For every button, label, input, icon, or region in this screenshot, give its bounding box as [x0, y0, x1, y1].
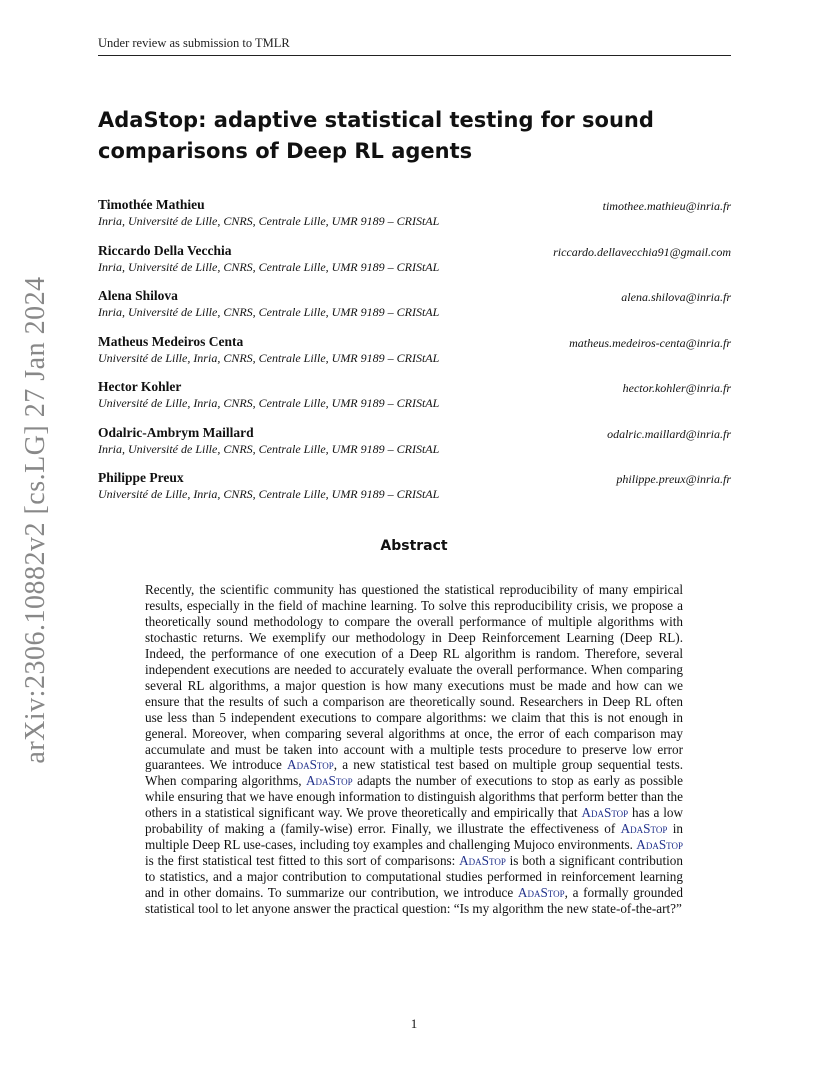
author-affiliation: Inria, Université de Lille, CNRS, Centrale Lille, UMR 9189 – CRIStAL: [98, 441, 440, 456]
author-affiliation: Inria, Université de Lille, CNRS, Centrale Lille, UMR 9189 – CRIStAL: [98, 259, 440, 274]
author-email[interactable]: philippe.preux@inria.fr: [616, 472, 731, 486]
abstract-text: is the first statistical test fitted to this sort of comparisons:: [145, 853, 460, 869]
author-list: [98, 197, 731, 516]
method-name-link[interactable]: AdaStop: [459, 853, 506, 869]
author-entry: [98, 425, 731, 471]
abstract-text: , a new statistical test based on multiple group sequential tests. When comparing algorithms,: [145, 757, 683, 789]
author-entry: [98, 243, 731, 289]
author-entry: [98, 379, 731, 425]
paper-title: AdaStop: adaptive statistical testing for sound comparisons of Deep RL agents: [98, 108, 654, 163]
author-name: Matheus Medeiros Centa: [98, 333, 244, 349]
author-affiliation: Université de Lille, Inria, CNRS, Centrale Lille, UMR 9189 – CRIStAL: [98, 396, 440, 410]
author-email[interactable]: timothee.mathieu@inria.fr: [602, 199, 731, 213]
author-name: Hector Kohler: [98, 379, 182, 394]
running-header: Under review as submission to TMLR: [98, 36, 731, 56]
page-number: 1: [410, 1016, 418, 1031]
author-name: Philippe Preux: [98, 470, 184, 485]
author-email[interactable]: odalric.maillard@inria.fr: [607, 426, 731, 441]
abstract-text: has a low probability of making a (family-wise) error. Finally, we illustrate the effectiveness of: [145, 805, 683, 837]
method-name-link[interactable]: AdaStop: [636, 837, 683, 853]
abstract-heading: Abstract: [380, 538, 448, 554]
author-email[interactable]: hector.kohler@inria.fr: [622, 381, 731, 395]
abstract-text: Recently, the scientific community has questioned the statistical reproducibility of many empirical results, especially in the field of machine learning. To solve this reproducibility crisis, we propose a theoretically sound methodology to compare the overall performance of multiple algorithms with stochastic returns. We exemplify our methodology in Deep Reinforcement Learning (Deep RL). Indeed, the performance of one execution of a Deep RL algorithm is random. Therefore, several independent executions are needed to accurately evaluate the overall performance. When comparing several RL algorithms, a major question is how many executions must be made and how can we ensure that the results of such a comparison are theoretically sound. Researchers in Deep RL often use less than 5 independent executions to compare algorithms: we claim that this is not enough in general. Moreover, when comparing several algorithms at once, the error of each comparison may accumulate and must be taken into account with a multiple tests procedure to preserve low error guarantees. We introduce: [145, 582, 683, 773]
author-entry: [98, 197, 731, 243]
author-name: Odalric-Ambrym Maillard: [98, 424, 254, 440]
author-affiliation: Inria, Université de Lille, CNRS, Centrale Lille, UMR 9189 – CRIStAL: [98, 214, 440, 228]
author-email[interactable]: riccardo.dellavecchia91@gmail.com: [553, 244, 731, 259]
author-affiliation: Université de Lille, Inria, CNRS, Centrale Lille, UMR 9189 – CRIStAL: [98, 487, 440, 501]
method-name-link[interactable]: AdaStop: [305, 773, 353, 789]
method-name-link[interactable]: AdaStop: [517, 885, 565, 901]
arxiv-identifier: arXiv:2306.10882v2 [cs.LG] 27 Jan 2024: [20, 276, 51, 764]
author-name: Timothée Mathieu: [98, 197, 205, 212]
author-affiliation: Université de Lille, Inria, CNRS, Centrale Lille, UMR 9189 – CRIStAL: [98, 350, 440, 365]
author-email[interactable]: alena.shilova@inria.fr: [621, 290, 731, 304]
author-name: Alena Shilova: [98, 288, 178, 303]
author-entry: [98, 470, 731, 516]
author-email[interactable]: matheus.medeiros-centa@inria.fr: [569, 335, 731, 350]
author-entry: [98, 334, 731, 380]
method-name-link[interactable]: AdaStop: [620, 821, 668, 837]
method-name-link[interactable]: AdaStop: [287, 757, 334, 773]
author-name: Riccardo Della Vecchia: [98, 242, 232, 258]
abstract-text: , a formally grounded statistical tool to let anyone answer the practical question: “Is my algorithm the new state-of-the-art?”: [145, 885, 683, 917]
method-name-link[interactable]: AdaStop: [581, 805, 629, 821]
author-affiliation: Inria, Université de Lille, CNRS, Centrale Lille, UMR 9189 – CRIStAL: [98, 305, 440, 319]
abstract-text: adapts the number of executions to stop as early as possible while ensuring that we have enough information to distinguish algorithms that perform better than the others in a statistical significant way. We prove theoretically and empirically that: [145, 773, 683, 821]
abstract-body: [145, 582, 683, 917]
author-entry: [98, 288, 731, 334]
abstract-text: is both a significant contribution to statistics, and a major contribution to computational studies performed in reinforcement learning and in other domains. To summarize our contribution, we introduce: [145, 853, 683, 901]
abstract-text: in multiple Deep RL use-cases, including toy examples and challenging Mujoco environments.: [145, 821, 683, 853]
